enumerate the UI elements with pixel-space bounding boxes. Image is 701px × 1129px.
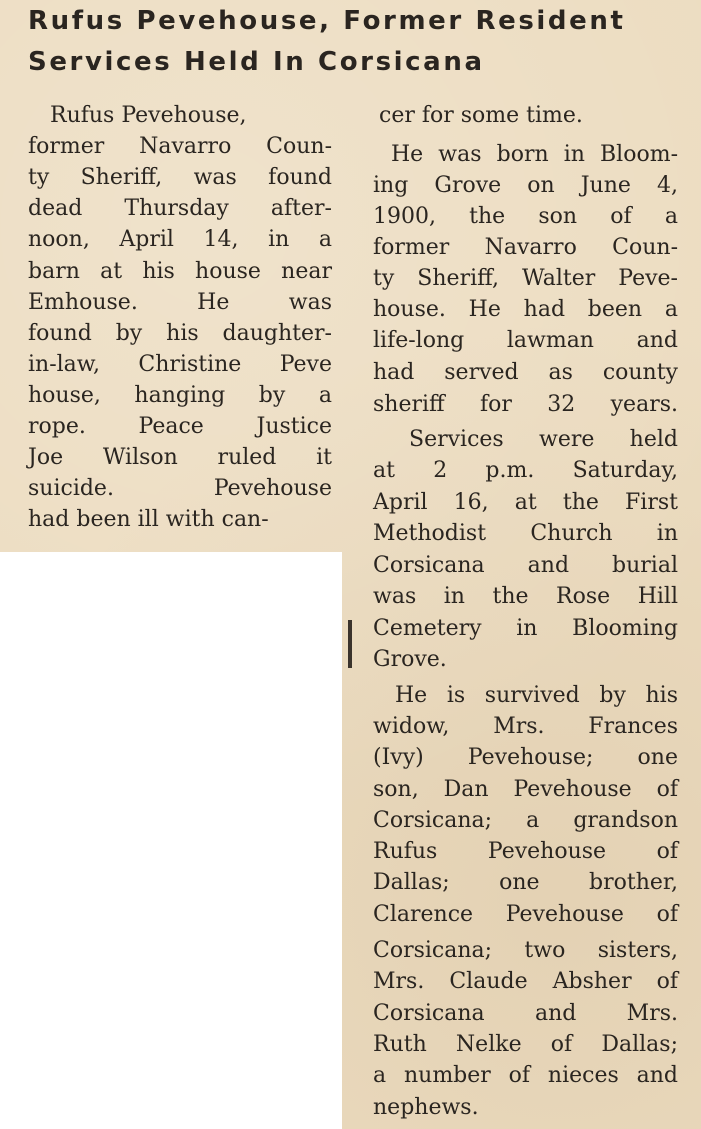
right-column-line: (Ivy) Pevehouse; one: [373, 745, 678, 770]
right-column-line: son, Dan Pevehouse of: [373, 777, 678, 802]
right-column-line: had served as county: [373, 360, 678, 385]
right-column-line: life-long lawman and: [373, 328, 678, 353]
left-column-line: noon, April 14, in a: [28, 227, 332, 253]
left-column-line: in-law, Christine Peve: [28, 351, 332, 377]
left-column-line: former Navarro Coun-: [28, 134, 332, 160]
right-column-line: Clarence Pevehouse of: [373, 902, 678, 927]
left-column-line: house, hanging by a: [28, 382, 332, 408]
right-column-line: nephews.: [373, 1095, 479, 1120]
right-column-line: former Navarro Coun-: [373, 235, 678, 260]
right-column-line: Grove.: [373, 647, 447, 672]
ink-mark: [348, 620, 352, 668]
headline-line-2: Services Held In Corsicana: [28, 47, 485, 77]
left-column-line: Rufus Pevehouse,: [50, 103, 247, 128]
right-column-line: a number of nieces and: [373, 1063, 678, 1088]
right-column-line: 1900, the son of a: [373, 204, 678, 229]
right-column-line: was in the Rose Hill: [373, 584, 678, 609]
headline: [28, 8, 626, 75]
right-column-line: ty Sheriff, Walter Peve-: [373, 266, 678, 291]
left-column-line: found by his daughter-: [28, 320, 332, 346]
left-column-line: barn at his house near: [28, 258, 332, 284]
right-column-line: He is survived by his: [395, 683, 678, 708]
right-column-line: April 16, at the First: [373, 490, 678, 515]
right-column-line: Corsicana and burial: [373, 553, 678, 578]
left-column-line: had been ill with can-: [28, 507, 269, 533]
right-column-line: ing Grove on June 4,: [373, 173, 678, 198]
left-column-line: ty Sheriff, was found: [28, 165, 332, 191]
right-column-line: Dallas; one brother,: [373, 870, 678, 895]
right-column-line: cer for some time.: [379, 103, 583, 128]
right-column-line: sheriff for 32 years.: [373, 392, 678, 417]
headline-line-1: Rufus Pevehouse, Former Resident: [28, 6, 626, 36]
right-column-line: Services were held: [409, 427, 678, 452]
right-column-line: Ruth Nelke of Dallas;: [373, 1032, 678, 1057]
right-column-line: Cemetery in Blooming: [373, 616, 678, 641]
left-column-line: rope. Peace Justice: [28, 414, 332, 439]
right-column-line: He was born in Bloom-: [391, 142, 678, 167]
right-column-line: Corsicana; two sisters,: [373, 938, 678, 963]
blank-page-area: [0, 552, 342, 1129]
left-column-line: Joe Wilson ruled it: [28, 445, 332, 471]
right-column-line: Rufus Pevehouse of: [373, 839, 678, 864]
right-column-line: Methodist Church in: [373, 521, 678, 546]
right-column-line: widow, Mrs. Frances: [373, 714, 678, 739]
right-column-line: Mrs. Claude Absher of: [373, 969, 678, 994]
right-column-line: at 2 p.m. Saturday,: [373, 458, 678, 483]
right-column-line: Corsicana and Mrs.: [373, 1001, 678, 1026]
left-column-line: dead Thursday after-: [28, 196, 332, 222]
left-column-line: suicide. Pevehouse: [28, 476, 332, 502]
left-column-line: Emhouse. He was: [28, 289, 332, 315]
right-column-line: Corsicana; a grandson: [373, 808, 678, 833]
right-column-line: house. He had been a: [373, 297, 678, 322]
